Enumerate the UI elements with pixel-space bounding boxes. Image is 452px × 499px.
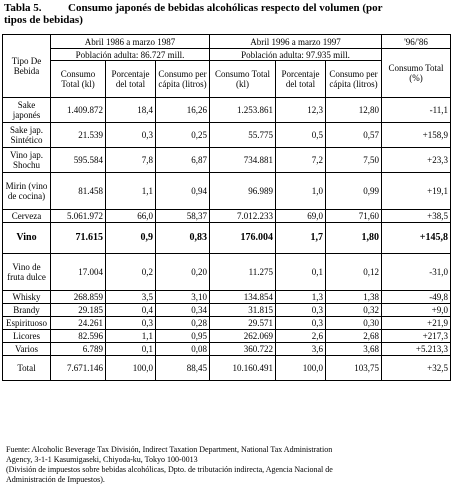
cell-c86: 0,28 — [156, 317, 210, 330]
cell-p96: 0,1 — [276, 254, 326, 291]
cell-c86: 0,95 — [156, 330, 210, 343]
cell-t96: 1.253.861 — [210, 98, 276, 123]
header-tipo: Tipo De Bebida — [3, 35, 51, 98]
cell-t96: 29.571 — [210, 317, 276, 330]
source-footnote — [6, 445, 448, 485]
table-row — [3, 317, 451, 330]
cell-p86: 1,1 — [106, 330, 156, 343]
header-change: Consumo Total (%) — [382, 49, 451, 98]
footnote-line3: (División de impuestos sobre bebidas alcohólicas, Dpto. de tributación indirecta, Agencia Nacional de — [6, 465, 333, 474]
table-title — [4, 2, 450, 26]
cell-p96: 0,3 — [276, 304, 326, 317]
cell-p86: 0,3 — [106, 123, 156, 148]
table-row — [3, 148, 451, 173]
cell-c86: 88,45 — [156, 356, 210, 381]
cell-c96: 0,12 — [326, 254, 382, 291]
header-population-1986: Población adulta: 86.727 mill. — [51, 49, 210, 61]
cell-t86: 29.185 — [51, 304, 106, 317]
cell-t86: 71.615 — [51, 223, 106, 254]
cell-c96: 2,68 — [326, 330, 382, 343]
footnote-line2: Agency, 3-1-1 Kasumigaseki, Chiyoda-ku, Tokyo 100-0013 — [6, 455, 198, 464]
table-row — [3, 330, 451, 343]
cell-p96: 3,6 — [276, 343, 326, 356]
cell-chg: +9,0 — [382, 304, 451, 317]
table-row — [3, 291, 451, 304]
header-total-1986: Consumo Total (kl) — [51, 61, 106, 98]
cell-c86: 58,37 — [156, 210, 210, 223]
cell-t86: 1.409.872 — [51, 98, 106, 123]
header-pct-1986: Porcentaje del total — [106, 61, 156, 98]
cell-chg: +32,5 — [382, 356, 451, 381]
cell-c86: 0,25 — [156, 123, 210, 148]
cell-p96: 1,7 — [276, 223, 326, 254]
cell-c96: 0,32 — [326, 304, 382, 317]
table-row — [3, 356, 451, 381]
cell-t86: 24.261 — [51, 317, 106, 330]
cell-p86: 1,1 — [106, 173, 156, 210]
row-label: Vino jap. Shochu — [3, 148, 51, 173]
row-label: Mirin (vino de cocina) — [3, 173, 51, 210]
table-row — [3, 304, 451, 317]
cell-c96: 0,30 — [326, 317, 382, 330]
cell-t96: 262.069 — [210, 330, 276, 343]
header-percapita-1986: Consumo per cápita (litros) — [156, 61, 210, 98]
cell-t86: 82.596 — [51, 330, 106, 343]
cell-chg: +5.213,3 — [382, 343, 451, 356]
cell-t96: 7.012.233 — [210, 210, 276, 223]
cell-p96: 12,3 — [276, 98, 326, 123]
cell-c86: 0,08 — [156, 343, 210, 356]
cell-chg: +21,9 — [382, 317, 451, 330]
table-row — [3, 210, 451, 223]
footnote-line1: Fuente: Alcoholic Beverage Tax División, Indirect Taxation Department, National Tax Administration — [6, 445, 333, 454]
table-row — [3, 254, 451, 291]
cell-chg: +23,3 — [382, 148, 451, 173]
cell-c86: 6,87 — [156, 148, 210, 173]
cell-t86: 595.584 — [51, 148, 106, 173]
header-percapita-1996: Consumo per cápita (litros) — [326, 61, 382, 98]
cell-c96: 1,38 — [326, 291, 382, 304]
cell-p86: 18,4 — [106, 98, 156, 123]
cell-t96: 31.815 — [210, 304, 276, 317]
cell-t86: 7.671.146 — [51, 356, 106, 381]
cell-p86: 0,9 — [106, 223, 156, 254]
cell-p96: 100,0 — [276, 356, 326, 381]
cell-c96: 1,80 — [326, 223, 382, 254]
cell-c86: 0,20 — [156, 254, 210, 291]
cell-t96: 55.775 — [210, 123, 276, 148]
row-label: Cerveza — [3, 210, 51, 223]
cell-c96: 12,80 — [326, 98, 382, 123]
row-label: Total — [3, 356, 51, 381]
cell-chg: -31,0 — [382, 254, 451, 291]
row-label: Vino de fruta dulce — [3, 254, 51, 291]
table-row — [3, 223, 451, 254]
cell-c86: 3,10 — [156, 291, 210, 304]
cell-p96: 7,2 — [276, 148, 326, 173]
cell-chg: -11,1 — [382, 98, 451, 123]
cell-p86: 66,0 — [106, 210, 156, 223]
cell-t96: 10.160.491 — [210, 356, 276, 381]
cell-p86: 3,5 — [106, 291, 156, 304]
cell-p96: 0,3 — [276, 317, 326, 330]
table-title-line1: Consumo japonés de bebidas alcohólicas respecto del volumen (por — [68, 2, 383, 14]
cell-p86: 7,8 — [106, 148, 156, 173]
table-row — [3, 123, 451, 148]
cell-t96: 734.881 — [210, 148, 276, 173]
row-label: Espirituoso — [3, 317, 51, 330]
cell-t86: 268.859 — [51, 291, 106, 304]
table-row — [3, 173, 451, 210]
cell-t86: 81.458 — [51, 173, 106, 210]
header-period-1996: Abril 1996 a marzo 1997 — [210, 35, 382, 49]
cell-p96: 0,5 — [276, 123, 326, 148]
cell-c86: 0,94 — [156, 173, 210, 210]
row-label: Licores — [3, 330, 51, 343]
cell-c96: 7,50 — [326, 148, 382, 173]
table-row — [3, 98, 451, 123]
cell-c96: 3,68 — [326, 343, 382, 356]
cell-chg: +158,9 — [382, 123, 451, 148]
header-population-1996: Población adulta: 97.935 mill. — [210, 49, 382, 61]
table-row — [3, 343, 451, 356]
cell-t96: 134.854 — [210, 291, 276, 304]
cell-c96: 0,57 — [326, 123, 382, 148]
cell-c96: 0,99 — [326, 173, 382, 210]
table-title-line2: tipos de bebidas) — [4, 14, 83, 26]
cell-chg: +145,8 — [382, 223, 451, 254]
header-pct-1996: Porcentaje del total — [276, 61, 326, 98]
cell-chg: +217,3 — [382, 330, 451, 343]
consumption-table — [2, 34, 450, 381]
cell-p96: 69,0 — [276, 210, 326, 223]
cell-t96: 176.004 — [210, 223, 276, 254]
cell-chg: +19,1 — [382, 173, 451, 210]
cell-p96: 1,3 — [276, 291, 326, 304]
row-label: Brandy — [3, 304, 51, 317]
cell-c86: 0,34 — [156, 304, 210, 317]
header-ratio: '96/'86 — [382, 35, 451, 49]
cell-p96: 1,0 — [276, 173, 326, 210]
header-period-1986: Abril 1986 a marzo 1987 — [51, 35, 210, 49]
cell-p86: 0,2 — [106, 254, 156, 291]
header-total-1996: Consumo Total (kl) — [210, 61, 276, 98]
cell-t96: 360.722 — [210, 343, 276, 356]
cell-p86: 0,1 — [106, 343, 156, 356]
cell-t86: 5.061.972 — [51, 210, 106, 223]
cell-t86: 17.004 — [51, 254, 106, 291]
cell-chg: -49,8 — [382, 291, 451, 304]
cell-t96: 11.275 — [210, 254, 276, 291]
row-label: Vino — [3, 223, 51, 254]
cell-c96: 103,75 — [326, 356, 382, 381]
cell-p86: 0,4 — [106, 304, 156, 317]
row-label: Varios — [3, 343, 51, 356]
row-label: Whisky — [3, 291, 51, 304]
cell-t96: 96.989 — [210, 173, 276, 210]
cell-c86: 0,83 — [156, 223, 210, 254]
cell-p86: 0,3 — [106, 317, 156, 330]
cell-p96: 2,6 — [276, 330, 326, 343]
footnote-line4: Administración de Impuestos). — [6, 475, 105, 484]
cell-t86: 6.789 — [51, 343, 106, 356]
row-label: Sake jap. Sintético — [3, 123, 51, 148]
cell-c86: 16,26 — [156, 98, 210, 123]
row-label: Sake japonés — [3, 98, 51, 123]
cell-chg: +38,5 — [382, 210, 451, 223]
table-number: Tabla 5. — [4, 2, 42, 14]
cell-p86: 100,0 — [106, 356, 156, 381]
cell-c96: 71,60 — [326, 210, 382, 223]
cell-t86: 21.539 — [51, 123, 106, 148]
